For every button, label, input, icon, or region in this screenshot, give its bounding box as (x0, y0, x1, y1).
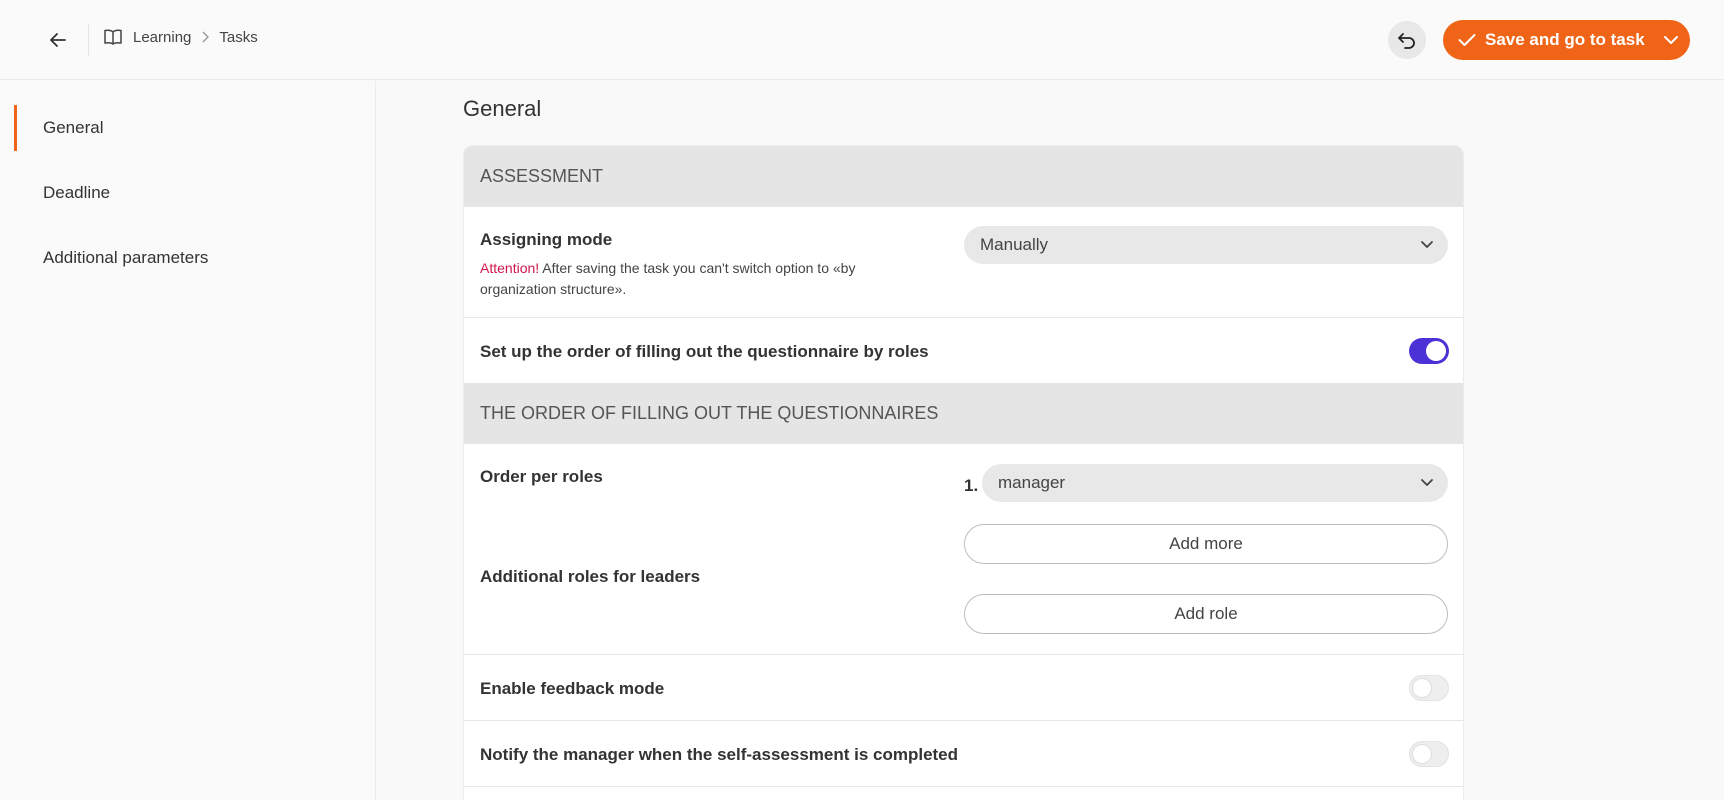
chevron-down-icon[interactable] (1662, 31, 1680, 49)
book-icon (103, 28, 123, 46)
sidebar-item-additional-parameters[interactable] (14, 235, 376, 281)
sidebar-item-general[interactable] (14, 105, 376, 151)
check-icon (1458, 33, 1476, 47)
assigning-mode-label: Assigning mode (480, 230, 613, 249)
toggle-knob (1412, 744, 1432, 764)
divider (464, 786, 1464, 787)
save-and-go-button[interactable] (1443, 20, 1690, 60)
chevron-down-icon (1420, 239, 1434, 251)
breadcrumb (103, 28, 258, 46)
section-heading-order (464, 383, 1464, 444)
role-order-number: 1. (964, 476, 979, 495)
chevron-down-icon (1420, 477, 1434, 489)
section-heading-text: THE ORDER OF FILLING OUT THE QUESTIONNAIRES (480, 403, 939, 423)
undo-button[interactable] (1388, 21, 1426, 59)
attention-hint (480, 258, 920, 300)
feedback-mode-toggle[interactable] (1409, 675, 1449, 701)
assigning-mode-select[interactable] (964, 226, 1448, 264)
section-heading-text: ASSESSMENT (480, 166, 604, 186)
breadcrumb-tasks[interactable]: Tasks (219, 28, 258, 46)
breadcrumb-learning[interactable]: Learning (133, 28, 192, 46)
order-per-roles-label: Order per roles (480, 467, 603, 486)
undo-icon (1397, 30, 1417, 50)
header-divider (88, 24, 89, 56)
divider (464, 654, 1464, 655)
attention-text: After saving the task you can't switch option to «by organization structure». (480, 260, 856, 297)
top-bar (0, 0, 1724, 80)
notify-manager-toggle[interactable] (1409, 741, 1449, 767)
notify-manager-label: Notify the manager when the self-assessment is completed (480, 745, 959, 764)
add-more-button[interactable]: Add more (964, 524, 1448, 564)
save-button-label: Save and go to task (1485, 30, 1645, 49)
order-by-roles-label: Set up the order of filling out the questionnaire by roles (480, 342, 929, 361)
sidebar (0, 81, 376, 800)
toggle-knob (1412, 678, 1432, 698)
page-title: General (463, 96, 542, 121)
divider (464, 720, 1464, 721)
divider (464, 317, 1464, 318)
settings-card (463, 145, 1464, 800)
assigning-mode-value: Manually (980, 235, 1049, 254)
sidebar-item-label: Additional parameters (43, 248, 209, 267)
role-select[interactable] (982, 464, 1448, 502)
add-role-button[interactable]: Add role (964, 594, 1448, 634)
additional-roles-label: Additional roles for leaders (480, 567, 701, 586)
sidebar-item-label: General (43, 118, 104, 137)
toggle-knob (1426, 341, 1446, 361)
sidebar-item-label: Deadline (43, 183, 111, 202)
chevron-right-icon (201, 31, 209, 43)
section-heading-assessment (464, 146, 1464, 207)
sidebar-item-deadline[interactable] (14, 170, 376, 216)
back-button[interactable] (40, 24, 76, 56)
order-by-roles-toggle[interactable] (1409, 338, 1449, 364)
arrow-left-icon (48, 30, 68, 50)
role-select-value: manager (998, 473, 1066, 492)
feedback-mode-label: Enable feedback mode (480, 679, 665, 698)
attention-label: Attention! (480, 260, 540, 276)
